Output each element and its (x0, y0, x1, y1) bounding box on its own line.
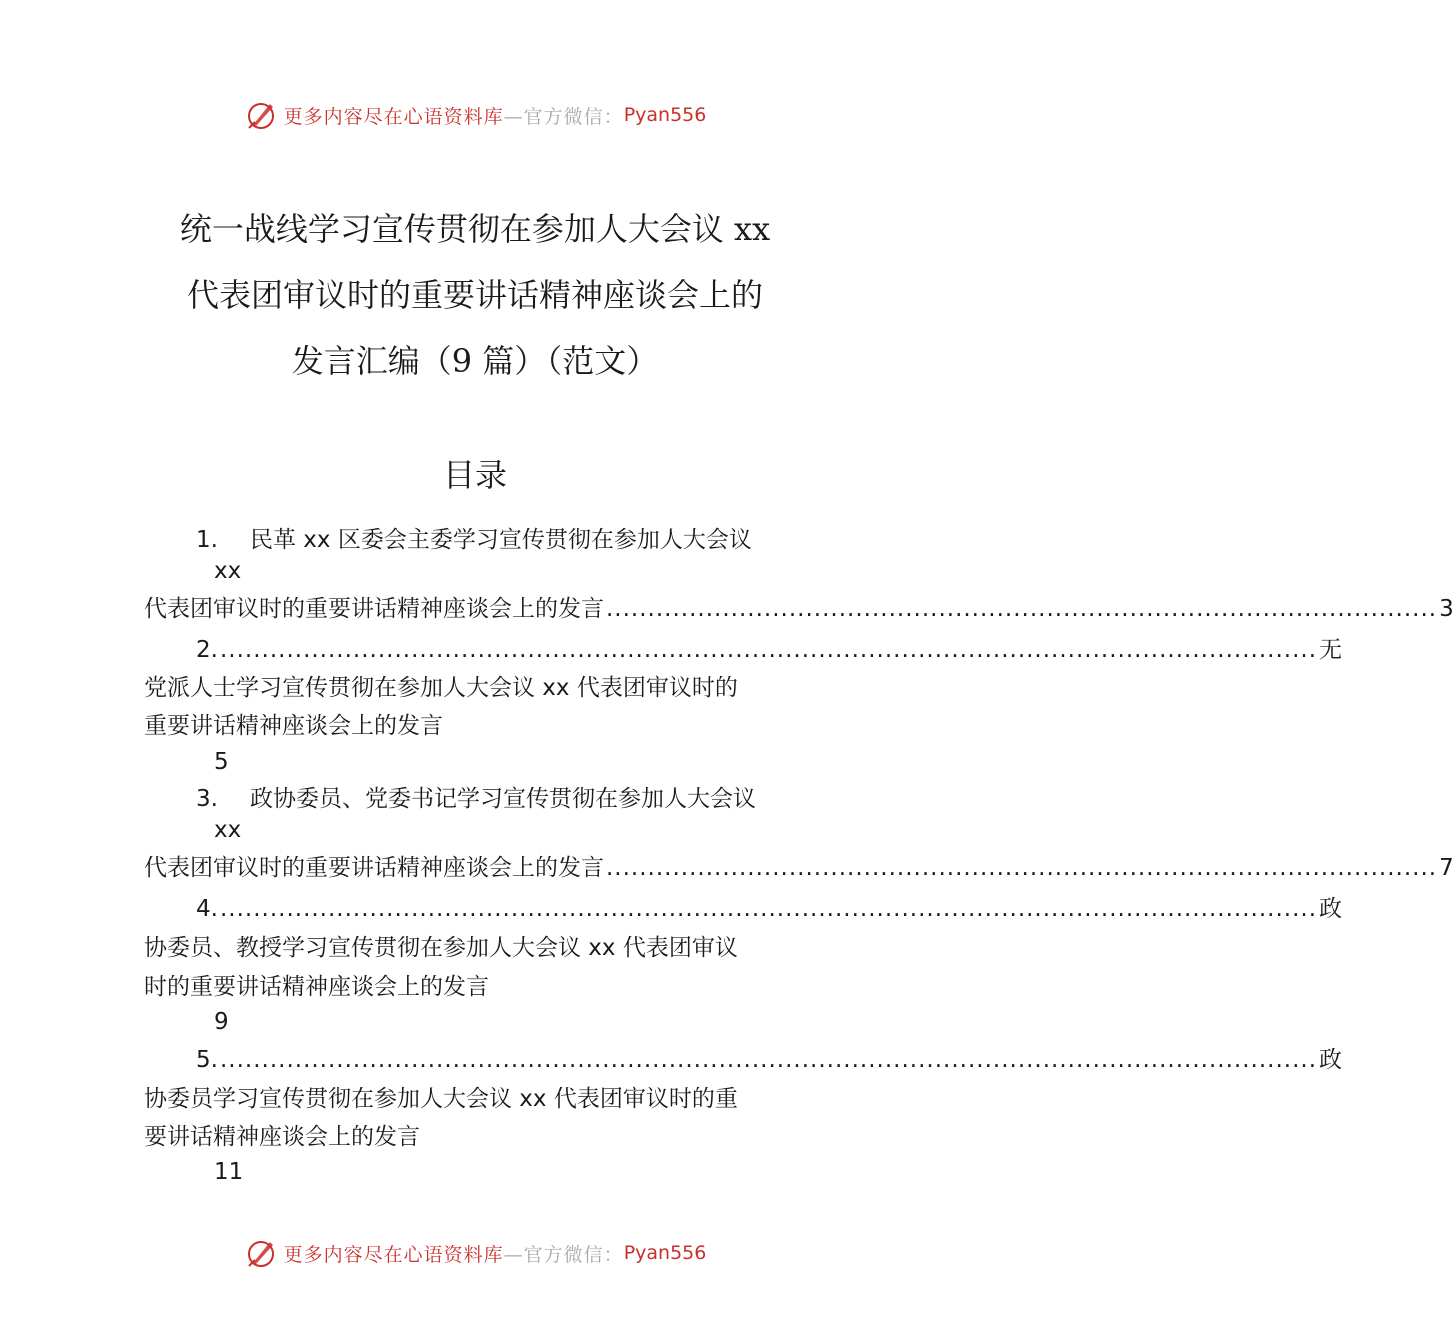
title-line-2: 代表团审议时的重要讲话精神座谈会上的 (186, 276, 763, 314)
banner-wechat-id: Pyan556 (623, 104, 707, 126)
toc-entry-text: 协委员、教授学习宣传贯彻在参加人大会议 xx 代表团审议 (144, 935, 738, 961)
title-line-1: 统一战线学习宣传贯彻在参加人大会议 xx (179, 210, 771, 248)
banner-text: 更多内容尽在心语资料库 (283, 105, 504, 128)
toc-entry-number: 2. (196, 637, 218, 663)
dot-leader: .................................................................................................... (606, 855, 1438, 881)
dot-leader: .................................................................................................................................... (219, 1047, 1318, 1073)
toc-entry-page: 9 (214, 1009, 229, 1035)
toc-entry-number: 5. (196, 1047, 218, 1073)
toc-entry-leader (196, 1045, 1343, 1075)
document-title (140, 196, 810, 394)
dot-leader: .................................................................................................................................... (219, 637, 1318, 663)
banner-separator: —官方微信： (503, 1243, 624, 1266)
quill-logo-icon (244, 98, 278, 132)
toc-entry-text: 代表团审议时的重要讲话精神座谈会上的发言 (144, 596, 604, 622)
banner-separator: —官方微信： (503, 105, 624, 128)
toc-entry-text: xx (214, 558, 242, 584)
toc-entry-page: 7 (1439, 855, 1454, 881)
header-banner (0, 95, 950, 135)
toc-entry-text: 民革 xx 区委会主委学习宣传贯彻在参加人大会议 (250, 527, 752, 553)
toc-entry-leader (196, 894, 1343, 924)
toc-heading: 目录 (442, 456, 507, 494)
toc-entry-text: 政 (1319, 896, 1343, 922)
toc-entry-leader (196, 635, 1343, 665)
toc-entry-text: xx (214, 817, 242, 843)
toc-entry-page: 5 (214, 749, 229, 775)
toc-entry-text: 无 (1319, 637, 1343, 663)
toc-entry-text: 政 (1319, 1047, 1343, 1073)
toc-entry-text: 重要讲话精神座谈会上的发言 (144, 713, 443, 739)
toc-entry-text: 要讲话精神座谈会上的发言 (144, 1124, 420, 1150)
title-line-3: 发言汇编（9 篇）（范文） (291, 342, 659, 380)
toc-entry-text: 代表团审议时的重要讲话精神座谈会上的发言 (144, 855, 604, 881)
toc-entry-text: 党派人士学习宣传贯彻在参加人大会议 xx 代表团审议时的 (144, 675, 738, 701)
toc-entry-number: 1. (196, 527, 218, 553)
toc-entry-text: 政协委员、党委书记学习宣传贯彻在参加人大会议 (250, 786, 756, 812)
banner-text: 更多内容尽在心语资料库 (283, 1243, 504, 1266)
toc-entry-leader (144, 594, 1454, 624)
banner-wechat-id: Pyan556 (623, 1242, 707, 1264)
toc-entry-number: 3. (196, 786, 218, 812)
dot-leader: .................................................................................................................................... (219, 896, 1318, 922)
quill-logo-icon (244, 1236, 278, 1270)
toc-entry-page: 11 (214, 1159, 244, 1185)
footer-banner (0, 1233, 950, 1273)
toc-entry-leader (144, 853, 1454, 883)
toc-entry-page: 3 (1439, 596, 1454, 622)
toc-entry-number: 4. (196, 896, 218, 922)
dot-leader: .................................................................................................... (606, 596, 1438, 622)
toc-entry-text: 时的重要讲话精神座谈会上的发言 (144, 974, 489, 1000)
toc-entry-text: 协委员学习宣传贯彻在参加人大会议 xx 代表团审议时的重 (144, 1086, 738, 1112)
